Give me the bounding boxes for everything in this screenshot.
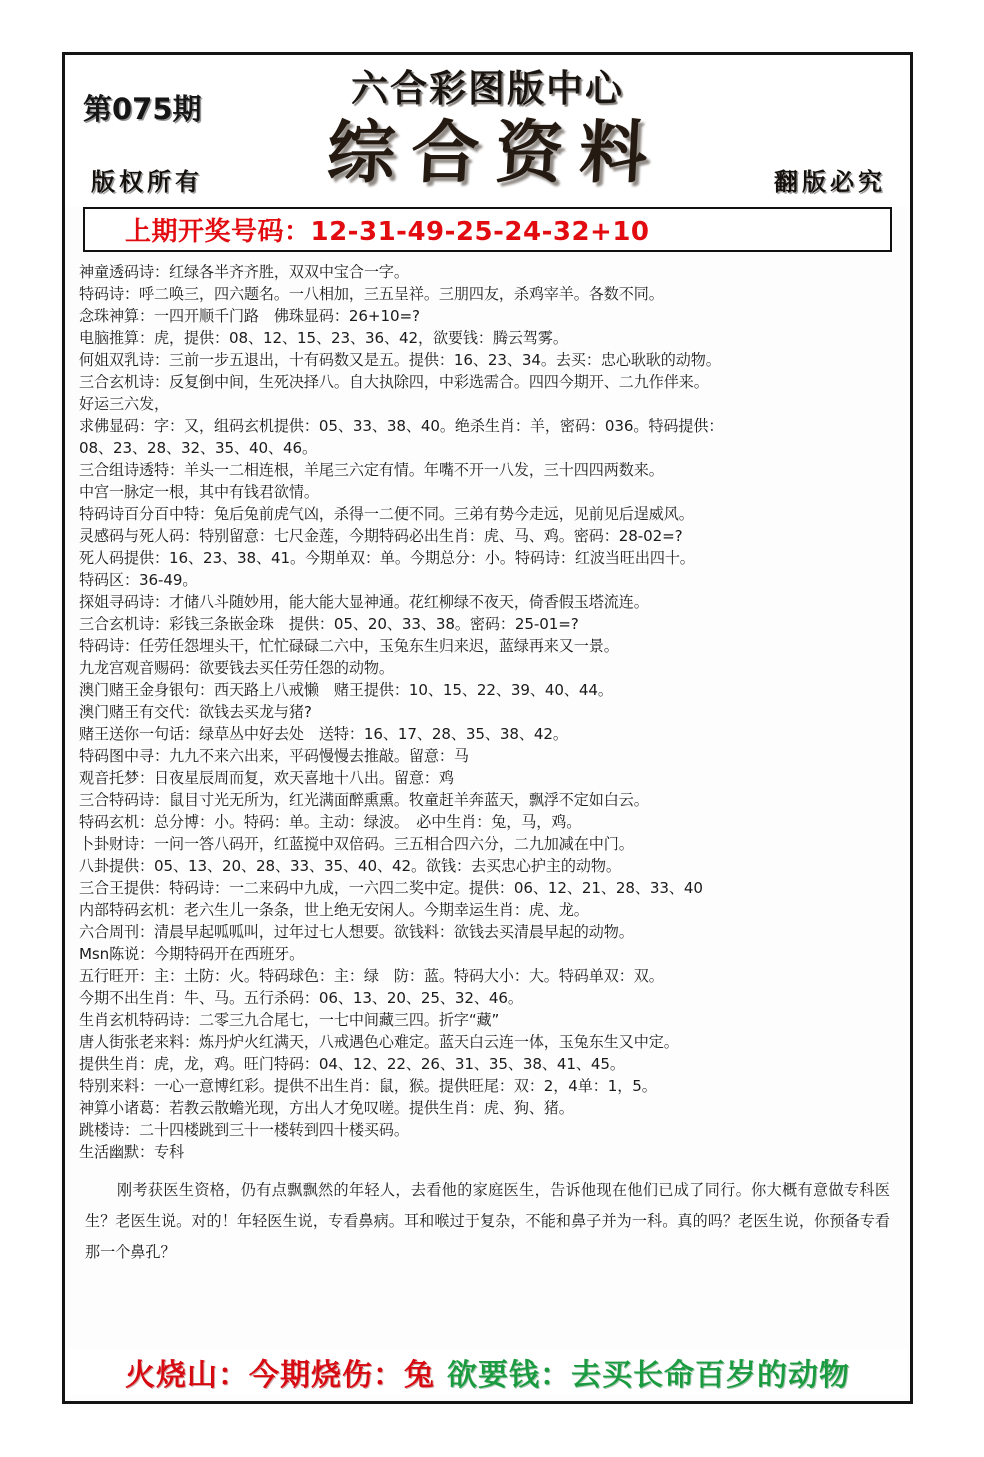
forecast-line: 特码诗百分百中特：兔后兔前虎气凶，杀得一二便不同。三弟有势今走远，见前见后逞威风。 (79, 505, 694, 523)
forecast-line: 死人码提供：16、23、38、41。今期单双：单。今期总分：小。特码诗：红波当旺出四十。 (79, 549, 695, 567)
forecast-line: 念珠神算：一四开顺千门路 佛珠显码：26+10=? (79, 307, 420, 325)
forecast-line: 今期不出生肖：牛、马。五行杀码：06、13、20、25、32、46。 (79, 989, 523, 1007)
forecast-line: 三合特码诗：鼠目寸光无所为，红光满面醉熏熏。牧童赶羊奔蓝天，飘浮不定如白云。 (79, 791, 649, 809)
last-draw-numbers-text: 上期开奖号码：12-31-49-25-24-32+10 (125, 217, 650, 247)
banner-red-text: 火烧山：今期烧伤：兔 (125, 1358, 435, 1393)
copyright-notice: 版权所有 (91, 167, 203, 196)
forecast-line: 神童透码诗：红绿各半齐齐胜，双双中宝合一字。 (79, 263, 409, 281)
forecast-line: 观音托梦：日夜星辰周而复，欢天喜地十八出。留意：鸡 (79, 769, 454, 787)
forecast-line-list (79, 261, 896, 1163)
forecast-line: Msn陈说：今期特码开在西班牙。 (79, 945, 305, 963)
forecast-line: 内部特码玄机：老六生儿一条条，世上绝无安闲人。今期幸运生肖：虎、龙。 (79, 901, 589, 919)
issue-number: 第075期 (83, 92, 202, 126)
forecast-line: 特码区：36-49。 (79, 571, 198, 589)
forecast-line: 求佛显码：字：又，组码玄机提供：05、33、38、40。绝杀生肖：羊，密码：036。特码提供： (79, 417, 724, 435)
forecast-line: 跳楼诗：二十四楼跳到三十一楼转到四十楼买码。 (79, 1121, 409, 1139)
forecast-line: 神算小诸葛：若教云散蟾光现，方出人才免叹嗟。提供生肖：虎、狗、猪。 (79, 1099, 574, 1117)
forecast-line: 生肖玄机特码诗：二零三九合尾七，一七中间藏三四。折字“藏” (79, 1011, 500, 1029)
joke-paragraph: 刚考获医生资格，仍有点飘飘然的年轻人，去看他的家庭医生，告诉他现在他们已成了同行。你大概有意做专科医生？老医生说。对的！年轻医生说，专看鼻病。耳和喉过于复杂，不能和鼻子并为一科。真的吗？老医生说，你预备专看那一个鼻孔？ (85, 1181, 890, 1261)
forecast-line: 唐人街张老来料：炼丹炉火红满天，八戒遇色心难定。蓝天白云连一体，玉兔东生又中定。 (79, 1033, 679, 1051)
site-name: 六合彩图版中心 (351, 67, 624, 110)
banner-green-text: 欲要钱：去买长命百岁的动物 (447, 1358, 850, 1393)
forecast-line: 三合组诗透特：羊头一二相连根，羊尾三六定有情。年嘴不开一八发，三十四四两数来。 (79, 461, 664, 479)
bottom-banner (68, 1349, 907, 1395)
reprint-warning: 翻版必究 (774, 167, 886, 196)
forecast-line: 特码诗：呼二唤三，四六题名。一八相加，三五呈祥。三朋四友，杀鸡宰羊。各数不同。 (79, 285, 664, 303)
forecast-line: 特码图中寻：九九不来六出来，平码慢慢去推敲。留意：马 (79, 747, 469, 765)
forecast-line: 中宫一脉定一根，其中有钱君欲情。 (79, 483, 319, 501)
forecast-line: 何姐双乳诗：三前一步五退出，十有码数又是五。提供：16、23、34。去买：忠心耿耿的动物。 (79, 351, 721, 369)
forecast-line: 生活幽默：专科 (79, 1143, 184, 1161)
forecast-line: 特别来料：一心一意博红彩。提供不出生肖：鼠，猴。提供旺尾：双：2，4单：1，5。 (79, 1077, 657, 1095)
forecast-line: 探姐寻码诗：才储八斗随妙用，能大能大显神通。花红柳绿不夜天，倚香假玉塔流连。 (79, 593, 649, 611)
forecast-line: 六合周刊：清晨早起呱呱叫，过年过七人想要。欲钱料：欲钱去买清晨早起的动物。 (79, 923, 634, 941)
forecast-line: 三合玄机诗：彩钱三条嵌金珠 提供：05、20、33、38。密码：25-01=? (79, 615, 579, 633)
forecast-line: 08、23、28、32、35、40、46。 (79, 439, 318, 457)
forecast-line: 电脑推算：虎，提供：08、12、15、23、36、42，欲要钱：腾云驾雾。 (79, 329, 568, 347)
forecast-line: 灵感码与死人码：特别留意：七尺金莲，今期特码必出生肖：虎、马、鸡。密码：28-02=? (79, 527, 683, 545)
forecast-line: 澳门赌王金身银句：西天路上八戒懒 赌王提供：10、15、22、39、40、44。 (79, 681, 613, 699)
forecast-line: 提供生肖：虎，龙，鸡。旺门特码：04、12、22、26、31、35、38、41、45。 (79, 1055, 625, 1073)
last-draw-numbers-bar (83, 207, 892, 252)
poster-frame (62, 52, 913, 1404)
forecast-line: 三合玄机诗：反复倒中间，生死决择八。自大执除四，中彩选需合。四四今期开、二九作伴来。 (79, 373, 709, 391)
forecast-line: 好运三六发， (79, 395, 169, 413)
forecast-line: 三合王提供：特码诗：一二来码中九成，一六四二奖中定。提供：06、12、21、28、33、40 (79, 879, 703, 897)
content-body (65, 255, 910, 1343)
forecast-line: 五行旺开：主：土防：火。特码球色：主：绿 防：蓝。特码大小：大。特码单双：双。 (79, 967, 664, 985)
page-title: 综合资料 (325, 113, 666, 193)
forecast-line: 卜卦财诗：一问一答八码开，红蓝搅中双倍码。三五相合四六分，二九加减在中门。 (79, 835, 634, 853)
forecast-line: 九龙宫观音赐码：欲要钱去买任劳任怨的动物。 (79, 659, 394, 677)
masthead (65, 55, 910, 207)
forecast-line: 八卦提供：05、13、20、28、33、35、40、42。欲钱：去买忠心护主的动物。 (79, 857, 621, 875)
forecast-line: 赌王送你一句话：绿草丛中好去处 送特：16、17、28、35、38、42。 (79, 725, 568, 743)
forecast-line: 澳门赌王有交代：欲钱去买龙与猪? (79, 703, 312, 721)
forecast-line: 特码诗：任劳任怨埋头干，忙忙碌碌二六中，玉兔东生归来迟，蓝绿再来又一景。 (79, 637, 619, 655)
forecast-line: 特码玄机：总分博：小。特码：单。主动：绿波。 必中生肖：兔，马，鸡。 (79, 813, 582, 831)
